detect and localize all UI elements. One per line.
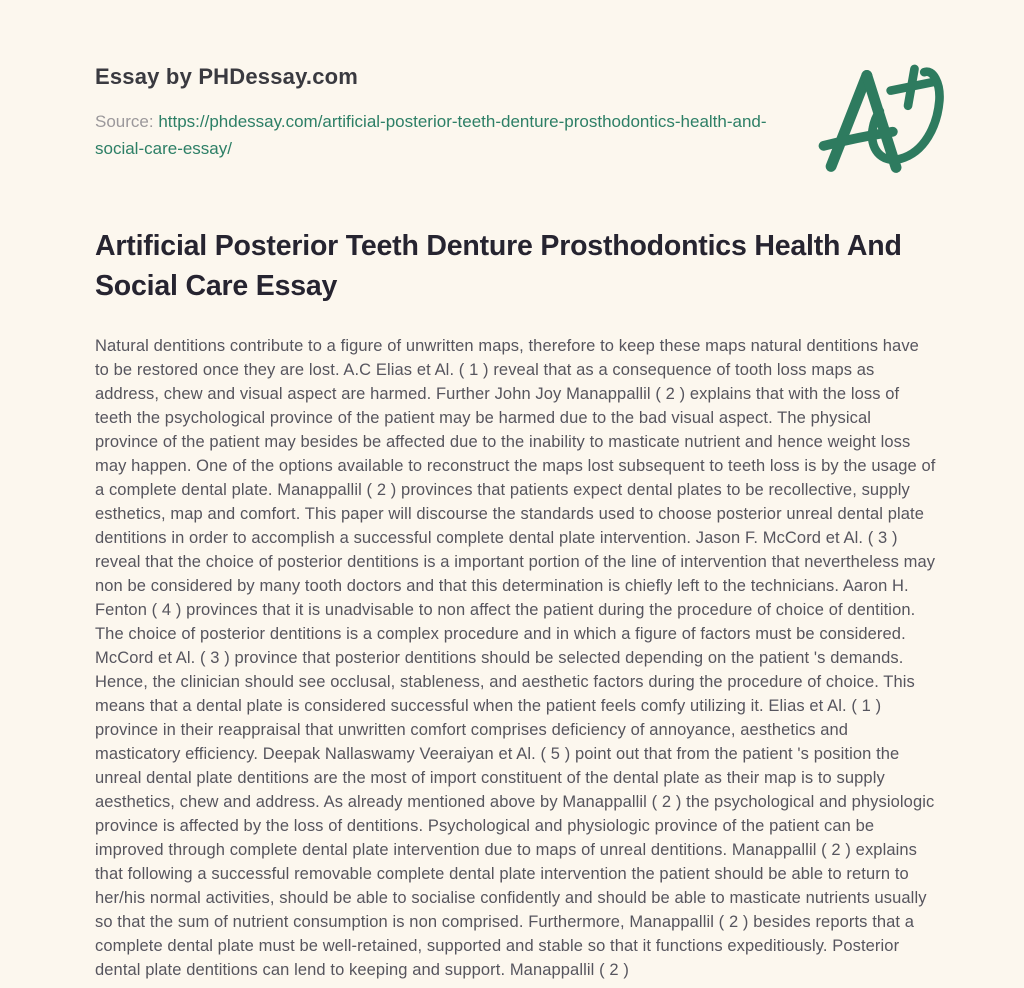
source-link[interactable]: https://phdessay.com/artificial-posterior-teeth-denture-prosthodontics-health-and-social-care-essay/ [95, 112, 767, 158]
essay-body: Natural dentitions contribute to a figure of unwritten maps, therefore to keep these maps natural dentitions have to be restored once they are lost. A.C Elias et Al. ( 1 ) reveal that as a consequence of tooth loss maps as address, chew and visual aspect are harmed. Further John Joy Manappallil ( 2 ) explains that with the loss of teeth the psychological province of the patient may be harmed due to the bad visual aspect. The physical province of the patient may besides be affected due to the inability to masticate nutrient and hence weight loss may happen. One of the options available to reconstruct the maps lost subsequent to teeth loss is by the usage of a complete dental plate. Manappallil ( 2 ) provinces that patients expect dental plates to be recollective, supply esthetics, map and comfort. This paper will discourse the standards used to choose posterior unreal dental plate dentitions in order to accomplish a successful complete dental plate intervention. Jason F. McCord et Al. ( 3 ) reveal that the choice of posterior dentitions is a important portion of the line of intervention that nevertheless may non be considered by many tooth doctors and that this determination is chiefly left to the technicians. Aaron H. Fenton ( 4 ) provinces that it is unadvisable to non affect the patient during the procedure of choice of dentition. The choice of posterior dentitions is a complex procedure and in which a figure of factors must be considered. McCord et Al. ( 3 ) province that posterior dentitions should be selected depending on the patient 's demands. Hence, the clinician should see occlusal, stableness, and aesthetic factors during the procedure of choice. This means that a dental plate is considered successful when the patient feels comfy utilizing it. Elias et Al. ( 1 ) province in their reappraisal that unwritten comfort comprises deficiency of annoyance, aesthetics and masticatory efficiency. Deepak Nallaswamy Veeraiyan et Al. ( 5 ) point out that from the patient 's position the unreal dental plate dentitions are the most of import constituent of the dental plate as their map is to supply aesthetics, chew and address. As already mentioned above by Manappallil ( 2 ) the psychological and physiologic province is affected by the loss of dentitions. Psychological and physiologic province of the patient can be improved through complete dental plate intervention due to maps of unreal dentitions. Manappallil ( 2 ) explains that following a successful removable complete dental plate intervention the patient should be able to return to her/his normal activities, should be able to socialise confidently and should be able to masticate nutrients usually so that the sum of nutrient consumption is non comprised. Furthermore, Manappallil ( 2 ) besides reports that a complete dental plate must be well-retained, supported and stable so that it functions expeditiously. Posterior dental plate dentitions can lend to keeping and support. Manappallil ( 2 ) [95, 337, 936, 979]
essay-byline: Essay by PHDessay.com [95, 64, 359, 89]
source-label: Source: [95, 112, 154, 131]
content-container [95, 0, 937, 982]
essay-title: Artificial Posterior Teeth Denture Prosthodontics Health And Social Care Essay [95, 230, 902, 302]
source-line [95, 108, 783, 162]
a-plus-grade-logo-icon [817, 56, 947, 188]
